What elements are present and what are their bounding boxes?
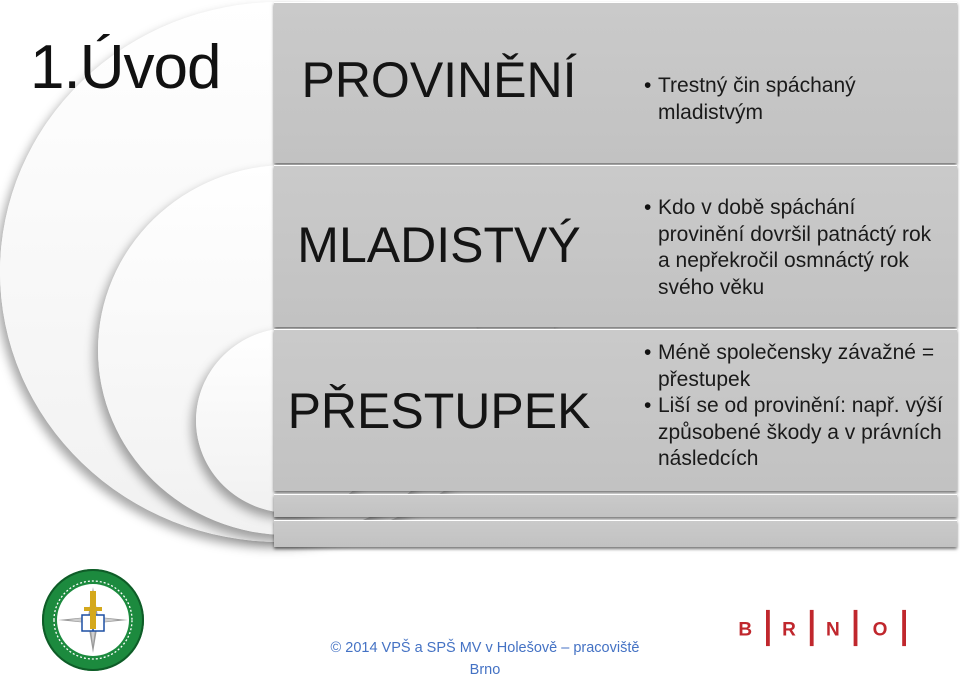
- bullet-item: • Liší se od provinění: např. výší způsobené škody a v právních následcích: [644, 393, 944, 473]
- brno-letter-o: O: [872, 619, 888, 641]
- row-bullets-mladistvy: [644, 195, 944, 301]
- row-bullets-provineni: [644, 73, 944, 126]
- brno-letter-n: N: [826, 619, 840, 641]
- row-prestupek: [274, 329, 957, 491]
- row-heading-prestupek: PŘESTUPEK: [287, 383, 591, 439]
- bullet-item: • Méně společensky závažné = přestupek: [644, 340, 944, 393]
- brno-letter-b: B: [738, 619, 753, 641]
- row-empty-1: [274, 494, 957, 517]
- bullet-item: • Trestný čin spáchaný mladistvým: [644, 73, 944, 126]
- footer-copyright: © 2014 VPŠ a SPŠ MV v Holešově – pracoviště Brno: [330, 640, 640, 678]
- row-empty-2: [274, 520, 957, 547]
- bullet-item: • Kdo v době spáchání provinění dovršil patnáctý rok a nepřekročil osmnáctý rok svého věku: [644, 195, 944, 301]
- slide-title: 1.Úvod: [30, 33, 221, 102]
- definition-table: [274, 2, 957, 547]
- row-bullets-prestupek: [644, 340, 944, 473]
- row-heading-mladistvy: MLADISTVÝ: [297, 217, 581, 273]
- row-heading-provineni: PROVINĚNÍ: [301, 52, 577, 108]
- brno-logo-icon: [730, 608, 922, 648]
- brno-letter-r: R: [782, 619, 796, 641]
- row-mladistvy: [274, 165, 957, 327]
- row-provineni: [274, 2, 957, 163]
- police-school-emblem-icon: [40, 567, 146, 673]
